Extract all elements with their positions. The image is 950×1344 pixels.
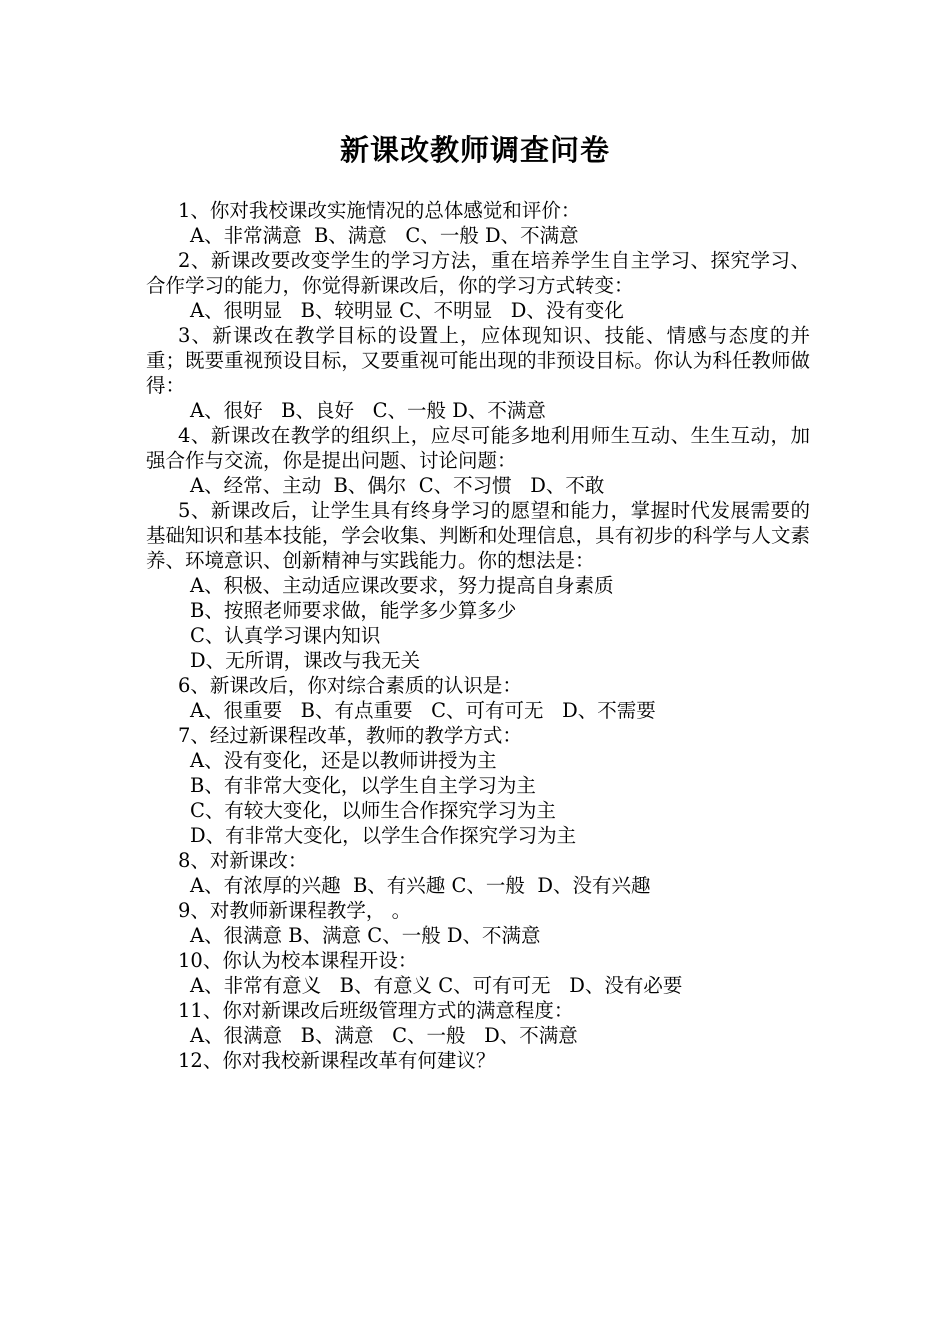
- question-7-option-d: D、有非常大变化，以学生合作探究学习为主: [190, 824, 577, 847]
- question-11: 11、你对新课改后班级管理方式的满意程度：: [178, 999, 574, 1022]
- question-1-options: A、非常满意 B、满意 C、一般 D、不满意: [190, 224, 579, 247]
- question-5: 5、新课改后，让学生具有终身学习的愿望和能力，掌握时代发展需要的基础知识和基本技能，学会收集、判断和处理信息，具有初步的科学与人文素养、环境意识、创新精神与实践能力。你的想法是：: [146, 499, 810, 572]
- question-7-option-b: B、有非常大变化，以学生自主学习为主: [190, 774, 536, 797]
- question-6: 6、新课改后，你对综合素质的认识是：: [178, 674, 522, 697]
- question-2-options: A、很明显 B、较明显 C、不明显 D、没有变化: [190, 299, 624, 322]
- question-9: 9、对教师新课程教学， 。: [178, 899, 412, 922]
- question-10: 10、你认为校本课程开设：: [178, 949, 418, 972]
- question-8-options: A、有浓厚的兴趣 B、有兴趣 C、一般 D、没有兴趣: [190, 874, 651, 897]
- question-12: 12、你对我校新课程改革有何建议？: [178, 1049, 496, 1072]
- question-5-option-c: C、认真学习课内知识: [190, 624, 381, 647]
- question-6-options: A、很重要 B、有点重要 C、可有可无 D、不需要: [190, 699, 656, 722]
- question-4: 4、新课改在教学的组织上，应尽可能多地利用师生互动、生生互动，加强合作与交流，你是提出问题、讨论问题：: [146, 424, 810, 472]
- question-9-options: A、很满意 B、满意 C、一般 D、不满意: [190, 924, 541, 947]
- question-5-option-d: D、无所谓，课改与我无关: [190, 649, 421, 672]
- question-8: 8、对新课改：: [178, 849, 308, 872]
- question-10-options: A、非常有意义 B、有意义 C、可有可无 D、没有必要: [190, 974, 683, 997]
- question-7-option-c: C、有较大变化，以师生合作探究学习为主: [190, 799, 556, 822]
- question-7-option-a: A、没有变化，还是以教师讲授为主: [190, 749, 497, 772]
- questionnaire-body: [146, 198, 810, 1073]
- question-1: 1、你对我校课改实施情况的总体感觉和评价：: [178, 199, 581, 222]
- question-11-options: A、很满意 B、满意 C、一般 D、不满意: [190, 1024, 578, 1047]
- question-3-options: A、很好 B、良好 C、一般 D、不满意: [190, 399, 546, 422]
- question-4-options: A、经常、主动 B、偶尔 C、不习惯 D、不敢: [190, 474, 605, 497]
- question-2: 2、新课改要改变学生的学习方法，重在培养学生自主学习、探究学习、合作学习的能力，你觉得新课改后，你的学习方式转变：: [146, 249, 810, 297]
- question-5-option-a: A、积极、主动适应课改要求，努力提高自身素质: [190, 574, 614, 597]
- question-5-option-b: B、按照老师要求做，能学多少算多少: [190, 599, 517, 622]
- page-title: 新课改教师调查问卷: [339, 133, 610, 167]
- question-3: 3、新课改在教学目标的设置上，应体现知识、技能、情感与态度的并重；既要重视预设目标，又要重视可能出现的非预设目标。你认为科任教师做得：: [146, 324, 810, 397]
- question-7: 7、经过新课程改革，教师的教学方式：: [178, 724, 522, 747]
